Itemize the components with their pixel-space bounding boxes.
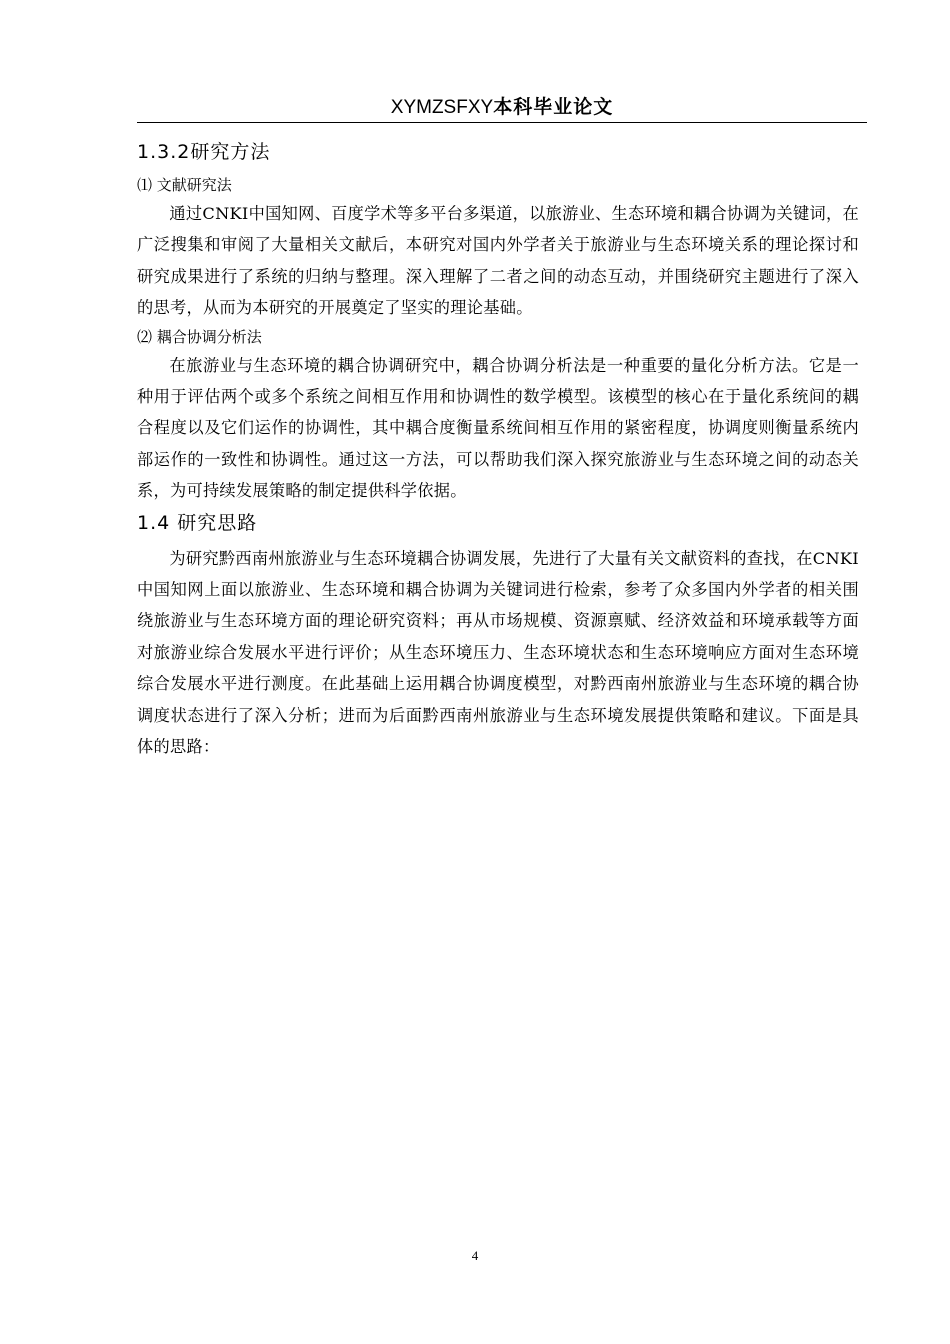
- header-title: 本科毕业论文: [493, 96, 614, 118]
- section-heading-1-4: 1.4 研究思路: [137, 511, 258, 534]
- section-heading-1-3-2: 1.3.2研究方法: [137, 141, 271, 163]
- page-header: [137, 88, 867, 123]
- page-number: 4: [471, 1248, 479, 1263]
- paragraph-research-approach: 为研究黔西南州旅游业与生态环境耦合协调发展，先进行了大量有关文献资料的查找，在CNKI中国知网上面以旅游业、生态环境和耦合协调为关键词进行检索，参考了众多国内外学者的相关围绕旅游业与生态环境方面的理论研究资料；再从市场规模、资源禀赋、经济效益和环境承载等方面对旅游业综合发展水平进行评价；从生态环境压力、生态环境状态和生态环境响应方面对生态环境综合发展水平进行测度。在此基础上运用耦合协调度模型，对黔西南州旅游业与生态环境的耦合协调度状态进行了深入分析；进而为后面黔西南州旅游业与生态环境发展提供策略和建议。下面是具体的思路：: [137, 548, 859, 757]
- header-code: XYMZSFXY: [390, 97, 494, 118]
- paragraph-coupling-analysis: 在旅游业与生态环境的耦合协调研究中，耦合协调分析法是一种重要的量化分析方法。它是一种用于评估两个或多个系统之间相互作用和协调性的数学模型。该模型的核心在于量化系统间的耦合程度以及它们运作的协调性，其中耦合度衡量系统间相互作用的紧密程度，协调度则衡量系统内部运作的一致性和协调性。通过这一方法，可以帮助我们深入探究旅游业与生态环境之间的动态关系，为可持续发展策略的制定提供科学依据。: [137, 355, 859, 501]
- paragraph-literature-method: 通过CNKI中国知网、百度学术等多平台多渠道，以旅游业、生态环境和耦合协调为关键词，在广泛搜集和审阅了大量相关文献后，本研究对国内外学者关于旅游业与生态环境关系的理论探讨和研究成果进行了系统的归纳与整理。深入理解了二者之间的动态互动，并围绕研究主题进行了深入的思考，从而为本研究的开展奠定了坚实的理论基础。: [137, 204, 859, 318]
- subsection-heading-literature-method: ⑴ 文献研究法: [137, 176, 232, 194]
- document-body: [137, 136, 859, 763]
- subsection-heading-coupling-analysis: ⑵ 耦合协调分析法: [137, 327, 262, 346]
- header-text: [137, 96, 867, 119]
